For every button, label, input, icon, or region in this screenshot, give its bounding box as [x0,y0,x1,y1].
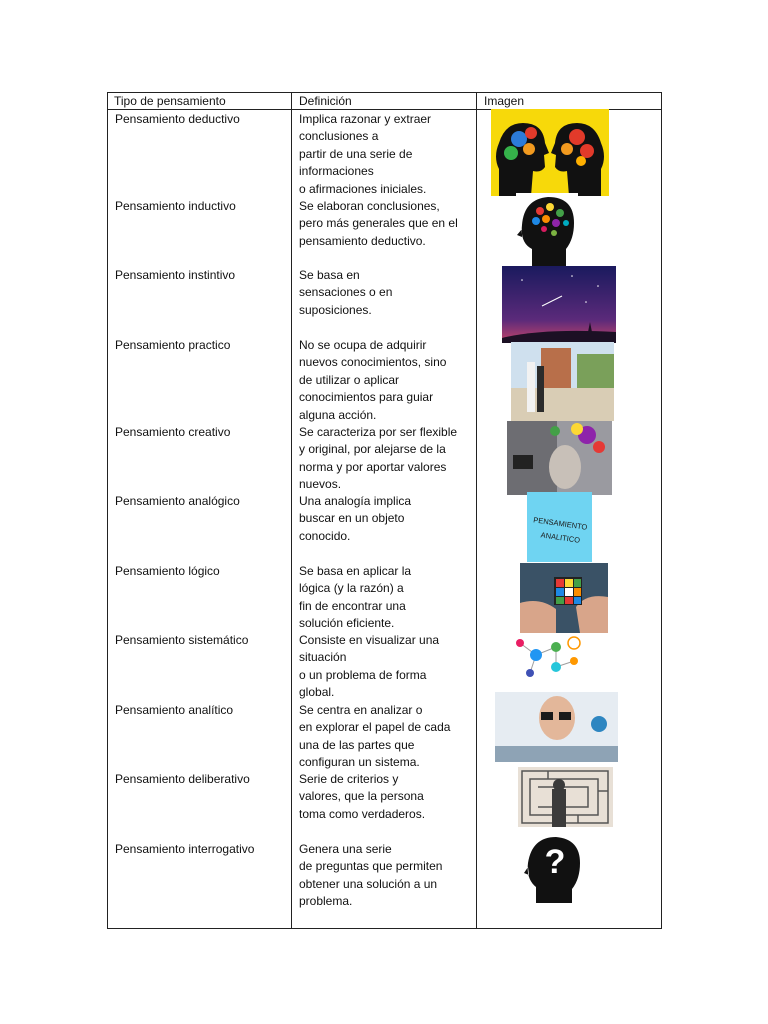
question-mark-head-image [522,833,586,903]
two-heads-gears-image [491,109,609,196]
header-definicion: Definición [299,94,352,108]
header-tipo: Tipo de pensamiento [114,94,226,108]
row-definition: Serie de criterios y valores, que la persona toma como verdaderos. [299,772,426,821]
row-definition: Una analogía implica buscar en un objeto conocido. [299,494,412,543]
night-sky-shooting-star-image [502,266,616,343]
header-imagen: Imagen [484,94,525,108]
row-definition: No se ocupa de adquirir nuevos conocimientos, sino de utilizar o aplicar conocimientos para guiar alguna acción. [299,338,447,422]
row-type: Pensamiento practico [115,338,231,352]
row-type: Pensamiento creativo [115,425,231,439]
sticky-note-line-2: ANALITICO [540,530,581,545]
sticky-note-image [527,492,592,562]
row-definition: Se basa en aplicar la lógica (y la razón) a fin de encontrar una solución eficiente. [299,564,412,631]
people-walking-street-image [511,342,614,421]
gears-network-image [512,633,588,683]
row-type: Pensamiento sistemático [115,633,249,647]
row-definition: Se elaboran conclusiones, pero más generales que en el pensamiento deductivo. [299,199,458,248]
row-type: Pensamiento instintivo [115,268,236,282]
row-definition: Genera una serie de preguntas que permiten obtener una solución a un problema. [299,842,443,909]
row-definition: Consiste en visualizar una situación o un problema de forma global. [299,633,440,700]
maze-person-image [518,767,613,827]
row-type: Pensamiento lógico [115,564,220,578]
row-type: Pensamiento deliberativo [115,772,250,786]
creative-face-collage-image [507,421,612,495]
row-type: Pensamiento analógico [115,494,240,508]
sticky-note-line-1: PENSAMIENTO [532,515,588,532]
colorful-brain-head-image [516,193,578,267]
row-type: Pensamiento analítico [115,703,234,717]
column-divider-1 [291,93,292,928]
svg-text:?: ? [544,843,566,881]
row-type: Pensamiento interrogativo [115,842,255,856]
row-definition: Se basa en sensaciones o en suposiciones. [299,268,393,317]
man-with-glasses-image [495,692,618,762]
rubiks-cube-hands-image [520,563,608,633]
row-definition: Implica razonar y extraer conclusiones a partir de una serie de informaciones o afirmaciones iniciales. [299,112,432,196]
row-definition: Se caracteriza por ser flexible y original, por alejarse de la norma y por aportar valores nuevos. [299,425,458,492]
row-definition: Se centra en analizar o en explorar el papel de cada una de las partes que configuran un sistema. [299,703,451,770]
row-type: Pensamiento inductivo [115,199,236,213]
row-type: Pensamiento deductivo [115,112,240,126]
